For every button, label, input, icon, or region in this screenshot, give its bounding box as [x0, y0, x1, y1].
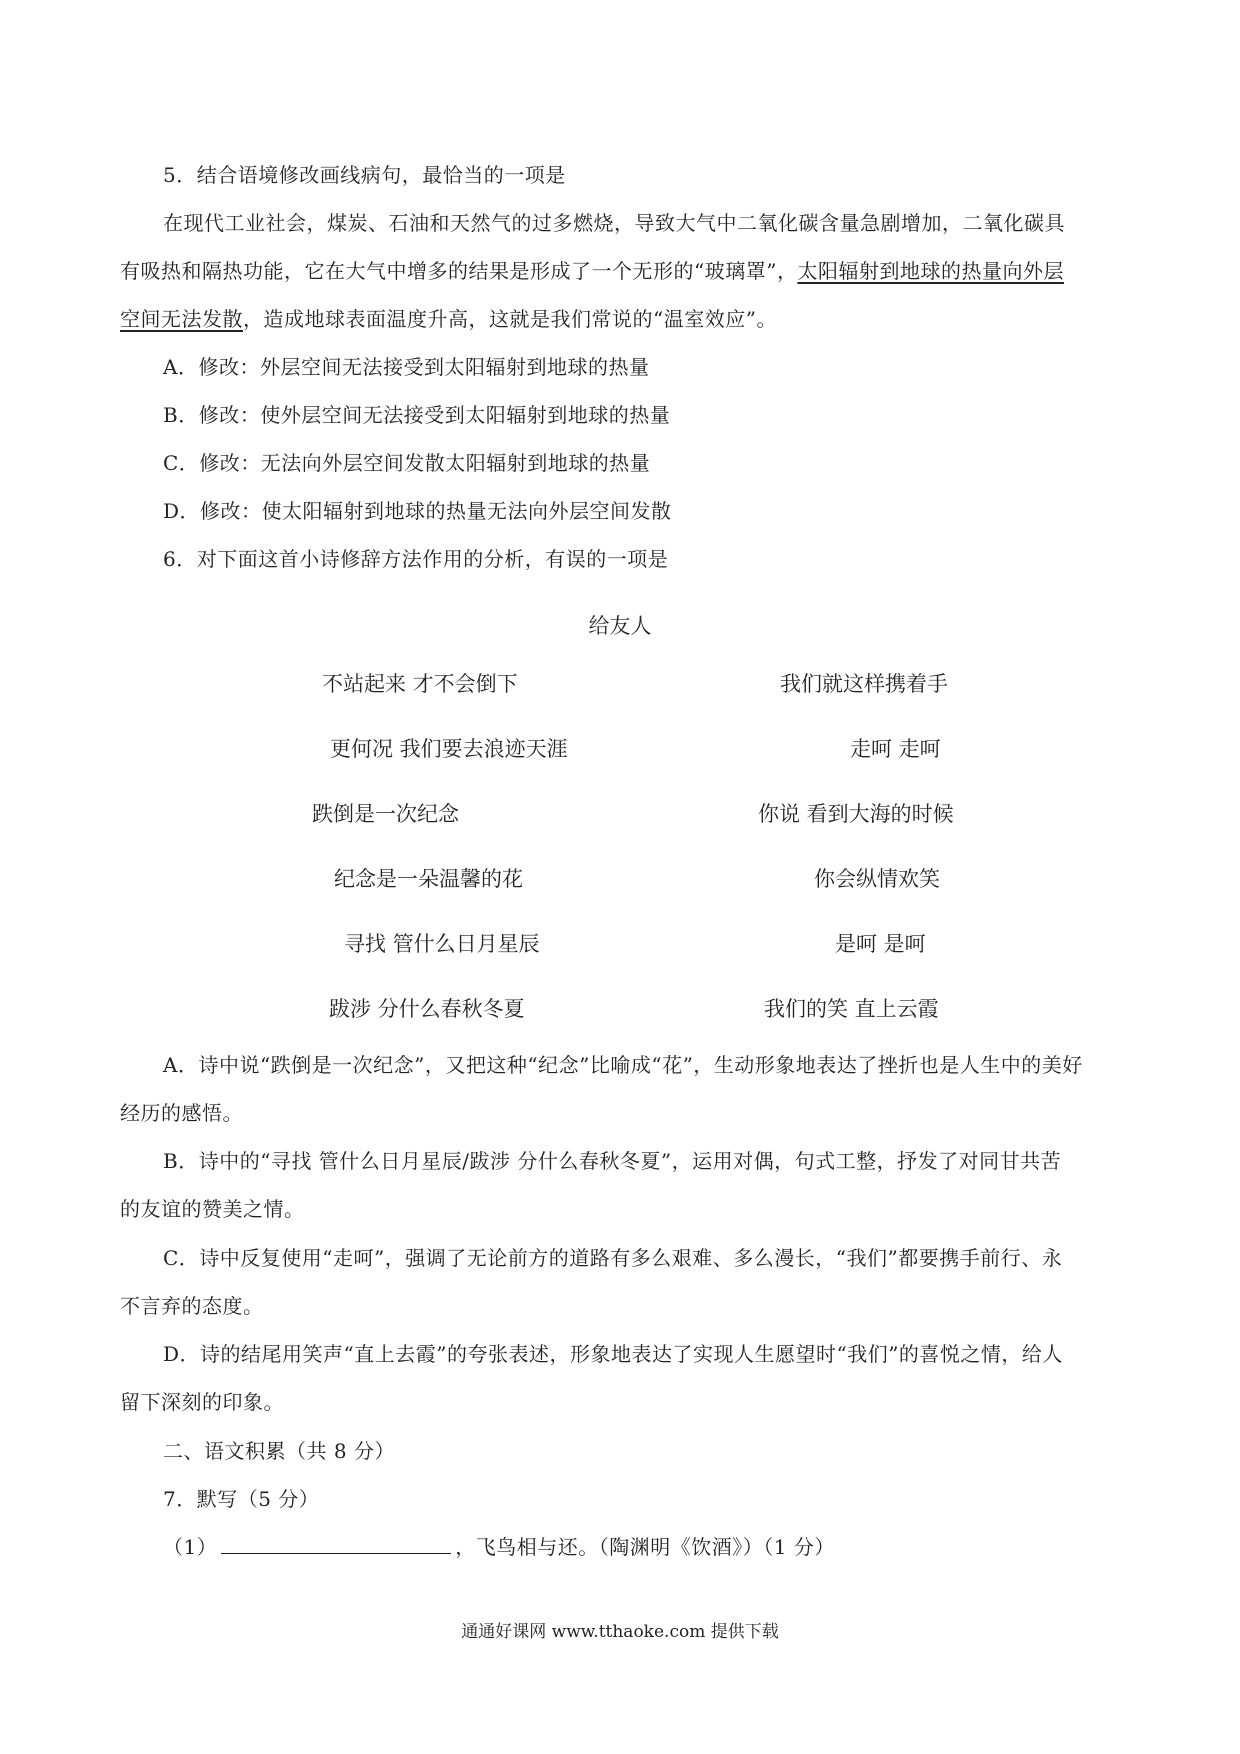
poem-left-line: 不站起来 才不会倒下: [322, 672, 518, 696]
fill-in-blank[interactable]: [221, 1533, 451, 1554]
q5-passage-line-3: [120, 305, 777, 333]
underlined-sentence-part-2: 空间无法发散: [120, 307, 243, 331]
q7-stem: 7．默写（5 分）: [163, 1487, 320, 1511]
q6-option-a-line-1: A．诗中说“跌倒是一次纪念”，又把这种“纪念”比喻成“花”，生动形象地表达了挫折也是人生中的美好: [163, 1053, 1083, 1077]
poem-left-line: 寻找 管什么日月星辰: [344, 932, 540, 956]
q6-option-a-line-2: 经历的感悟。: [120, 1101, 243, 1125]
poem-right-line: 我们的笑 直上云霞: [764, 997, 939, 1021]
poem-left-line: 纪念是一朵温馨的花: [334, 867, 523, 891]
q6-option-c-line-1: C．诗中反复使用“走呵”，强调了无论前方的道路有多么艰难、多么漫长，“我们”都要携手前行、永: [163, 1246, 1063, 1270]
poem-right-line: 你会纵情欢笑: [814, 867, 940, 891]
q5-passage-text: 有吸热和隔热功能，它在大气中增多的结果是形成了一个无形的“玻璃罩”，: [120, 259, 798, 283]
q5-stem: 5．结合语境修改画线病句，最恰当的一项是: [163, 163, 566, 187]
q5-option-b: B．修改：使外层空间无法接受到太阳辐射到地球的热量: [163, 403, 671, 427]
poem-right-line: 走呵 走呵: [850, 737, 941, 761]
poem-left-line: 更何况 我们要去浪迹天涯: [330, 737, 568, 761]
poem-title: 给友人: [588, 614, 652, 638]
q7-item-text: ，飞鸟相与还。（陶渊明《饮酒》）（1 分）: [455, 1535, 835, 1559]
page-footer: 通通好课网 www.tthaoke.com 提供下载: [461, 1622, 779, 1642]
poem-left-line: 跋涉 分什么春秋冬夏: [329, 997, 525, 1021]
q6-option-b-line-2: 的友谊的赞美之情。: [120, 1197, 305, 1221]
q5-option-c: C．修改：无法向外层空间发散太阳辐射到地球的热量: [163, 451, 651, 475]
q7-item-1: [163, 1533, 835, 1561]
q7-item-number: （1）: [163, 1535, 218, 1559]
section-heading: 二、语文积累（共 8 分）: [163, 1439, 395, 1463]
q6-option-d-line-2: 留下深刻的印象。: [120, 1390, 284, 1414]
q6-stem: 6．对下面这首小诗修辞方法作用的分析，有误的一项是: [163, 547, 669, 571]
q6-option-d-line-1: D．诗的结尾用笑声“直上去霞”的夸张表述，形象地表达了实现人生愿望时“我们”的喜悦之情，给人: [163, 1342, 1063, 1366]
q5-passage-text: ，造成地球表面温度升高，这就是我们常说的“温室效应”。: [243, 307, 777, 331]
poem-right-line: 我们就这样携着手: [780, 672, 948, 696]
q5-passage-line-1: 在现代工业社会，煤炭、石油和天然气的过多燃烧，导致大气中二氧化碳含量急剧增加，二氧化碳具: [163, 211, 1065, 235]
q6-option-b-line-1: B．诗中的“寻找 管什么日月星辰/跋涉 分什么春秋冬夏”，运用对偶，句式工整，抒发了对同甘共苦: [163, 1149, 1062, 1173]
underlined-sentence-part-1: 太阳辐射到地球的热量向外层: [797, 259, 1064, 283]
q5-option-d: D．修改：使太阳辐射到地球的热量无法向外层空间发散: [163, 499, 672, 523]
q6-option-c-line-2: 不言弃的态度。: [120, 1294, 264, 1318]
q5-option-a: A．修改：外层空间无法接受到太阳辐射到地球的热量: [163, 355, 650, 379]
poem-right-line: 你说 看到大海的时候: [758, 802, 954, 826]
q5-passage-line-2: [120, 257, 1064, 285]
poem-right-line: 是呵 是呵: [835, 932, 926, 956]
poem-left-line: 跌倒是一次纪念: [312, 802, 459, 826]
